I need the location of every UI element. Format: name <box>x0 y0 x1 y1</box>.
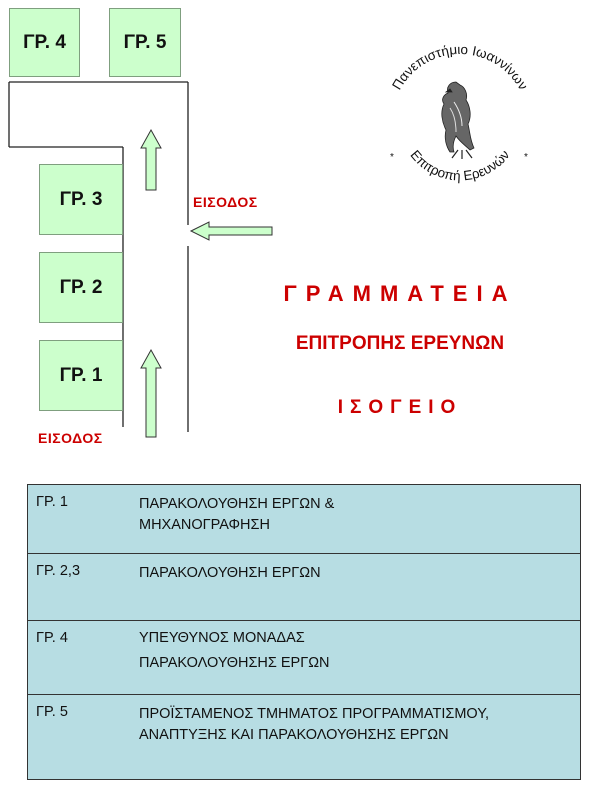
room-gr2-label: ΓΡ. 2 <box>59 276 103 298</box>
svg-text:Πανεπιστήμιο Ιωαννίνων: Πανεπιστήμιο Ιωαννίνων <box>389 42 531 93</box>
university-seal-logo <box>370 42 550 202</box>
legend-desc: ΥΠΕΥΘΥΝΟΣ ΜΟΝΑΔΑΣ ΠΑΡΑΚΟΛΟΥΘΗΣΗΣ ΕΡΓΩΝ <box>139 630 330 671</box>
legend-code: ΓΡ. 4 <box>36 630 68 646</box>
arrow-left-entrance <box>191 222 272 240</box>
legend-code: ΓΡ. 1 <box>36 494 68 510</box>
title-sub: ΕΠΙΤΡΟΠΗΣ ΕΡΕΥΝΩΝ <box>295 333 505 354</box>
legend-row <box>28 694 580 780</box>
legend-desc: ΠΡΟΪΣΤΑΜΕΝΟΣ ΤΜΗΜΑΤΟΣ ΠΡΟΓΡΑΜΜΑΤΙΣΜΟΥ, ΑΝΑΠΤΥΞΗΣ ΚΑΙ ΠΑΡΑΚΟΛΟΥΘΗΣΗΣ ΕΡΓΩΝ <box>139 706 490 743</box>
room-gr5 <box>109 8 181 77</box>
entrance-label-bottom: ΕΙΣΟΔΟΣ <box>38 430 103 446</box>
title-floor: ΙΣΟΓΕΙΟ <box>337 397 463 418</box>
svg-text:Επιτροπή Ερευνών: Επιτροπή Ερευνών <box>407 147 513 184</box>
room-gr4 <box>9 8 80 77</box>
legend-code: ΓΡ. 2,3 <box>36 563 81 579</box>
room-gr1-label: ΓΡ. 1 <box>59 364 103 386</box>
room-gr2 <box>39 252 123 323</box>
title-main: ΓΡΑΜΜΑΤΕΙΑ <box>283 281 517 306</box>
eagle-icon <box>442 82 474 159</box>
legend-code: ΓΡ. 5 <box>36 704 68 720</box>
legend-row <box>28 485 580 553</box>
legend-desc: ΠΑΡΑΚΟΛΟΥΘΗΣΗ ΕΡΓΩΝ <box>139 565 321 581</box>
legend-row <box>28 620 580 694</box>
legend-table <box>27 484 581 780</box>
room-gr4-label: ΓΡ. 4 <box>23 31 66 53</box>
room-gr3 <box>39 164 123 235</box>
legend-row <box>28 553 580 620</box>
svg-text:*: * <box>390 152 394 163</box>
arrow-up-top <box>141 130 161 190</box>
room-gr5-label: ΓΡ. 5 <box>123 31 167 53</box>
svg-text:*: * <box>524 152 528 163</box>
room-gr3-label: ΓΡ. 3 <box>59 188 103 210</box>
arrow-up-bottom <box>141 350 161 437</box>
room-gr1 <box>39 340 123 411</box>
entrance-label-side: ΕΙΣΟΔΟΣ <box>193 194 258 210</box>
legend-desc: ΠΑΡΑΚΟΛΟΥΘΗΣΗ ΕΡΓΩΝ & ΜΗΧΑΝΟΓΡΑΦΗΣΗ <box>139 496 335 533</box>
